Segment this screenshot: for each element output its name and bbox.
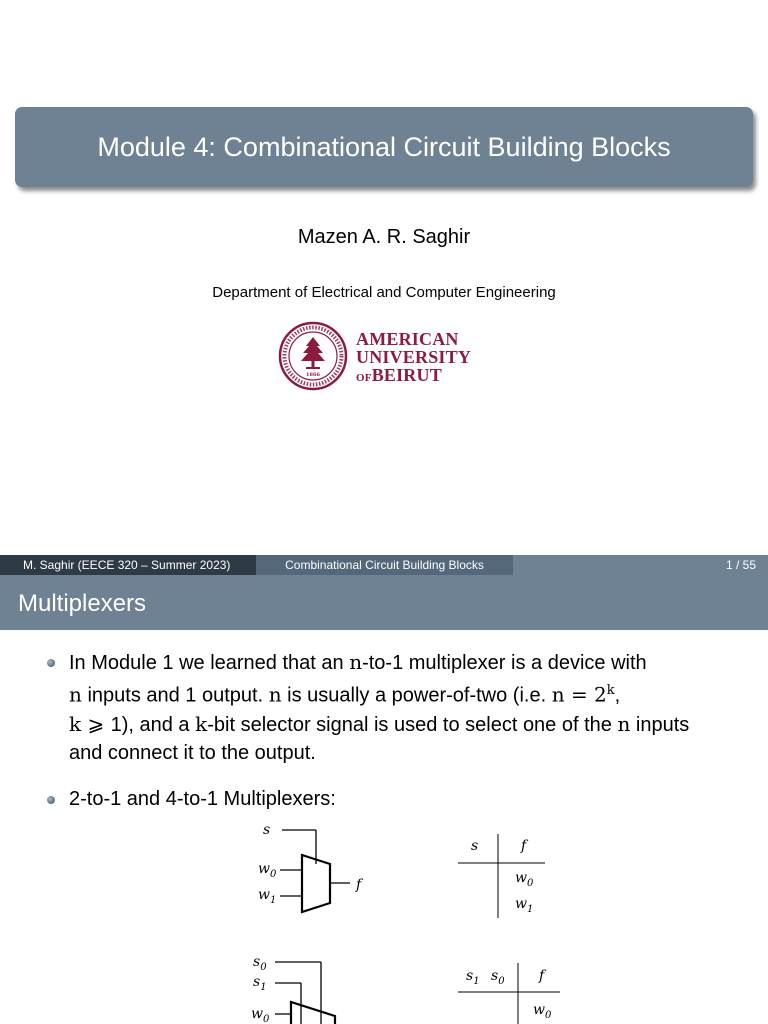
math-equation: n = 2 — [551, 682, 607, 707]
footer-author: M. Saghir (EECE 320 – Summer 2023) — [23, 558, 231, 572]
slide-title: Module 4: Combinational Circuit Building Blocks — [97, 131, 671, 162]
logo-line-3 — [356, 366, 471, 387]
frame-title-bar — [0, 575, 768, 630]
mux-2to1-diagram — [250, 818, 380, 918]
table2-header-s: s — [471, 838, 479, 854]
footer-title-section — [256, 555, 513, 575]
frame-title: Multiplexers — [18, 590, 147, 617]
logo-line-2: UNIVERSITY — [356, 347, 472, 367]
math-exponent: k — [606, 683, 615, 698]
table4-header-s0: $s_0$ — [491, 968, 505, 987]
footer-title: Combinational Circuit Building Blocks — [285, 558, 484, 572]
math-inequality: k ⩾ — [69, 711, 111, 736]
footer-author-section — [0, 555, 256, 575]
table4-row0: $w_0$ — [533, 1002, 552, 1021]
mux2-input1-label: $w_1$ — [258, 887, 277, 906]
math-n: n — [268, 682, 282, 707]
logo-line-1: AMERICAN — [356, 329, 459, 349]
bullet-text: -bit selector signal is used to select one of the — [207, 713, 618, 736]
university-logo — [278, 321, 493, 391]
footer-page-number: 1 / 55 — [725, 558, 756, 572]
logo-wordmark — [356, 330, 471, 387]
cedar-seal-icon — [278, 321, 348, 391]
seal-year: 1866 — [306, 372, 320, 378]
department-name: Department of Electrical and Computer Engineering — [212, 284, 556, 301]
bullet-mux-definition — [69, 648, 759, 767]
math-n: n — [617, 711, 631, 736]
bullet-dot-icon — [47, 659, 55, 667]
table2-row0: $w_0$ — [515, 870, 534, 889]
bullet-text: In Module 1 we learned that an — [69, 652, 350, 674]
logo-beirut: BEIRUT — [371, 365, 442, 385]
mux2-select-label: s — [263, 822, 271, 838]
title-banner — [15, 107, 753, 187]
bullet-text: is usually a power-of-two (i.e. — [281, 684, 552, 707]
bullet-text: inputs — [630, 713, 690, 736]
bullet-text: -to-1 multiplexer is a device with — [362, 652, 647, 674]
table2-header-f: f — [521, 838, 527, 854]
mux-4to1-truth-table — [455, 960, 565, 1024]
mux-2to1-truth-table — [455, 830, 550, 922]
table2-row1: $w_1$ — [515, 896, 534, 915]
mux-4to1-diagram — [245, 950, 345, 1024]
bullet-text: 2-to-1 and 4-to-1 Multiplexers: — [69, 788, 336, 810]
table4-header-f: f — [539, 968, 545, 984]
math-n: n — [69, 682, 82, 707]
mux2-input0-label: $w_0$ — [258, 861, 277, 880]
bullet-mux-types — [69, 785, 759, 813]
table4-header-s1: $s_1$ — [466, 968, 480, 987]
bullet-text: 1), and a — [110, 713, 196, 736]
bullet-text: and connect it to the output. — [69, 741, 316, 764]
mux4-input0-label: $w_0$ — [251, 1006, 270, 1024]
math-k: k — [195, 711, 208, 736]
bullet-text: inputs and 1 output. — [81, 684, 269, 707]
bullet-dot-icon — [47, 796, 55, 804]
mux2-output-label: f — [356, 877, 362, 893]
logo-of: OF — [356, 372, 372, 384]
bullet-text: , — [614, 684, 621, 707]
mux4-select0-label: $s_0$ — [253, 954, 267, 973]
slide-footer — [0, 555, 768, 575]
author-name: Mazen A. R. Saghir — [297, 226, 471, 248]
math-n: n — [349, 650, 363, 674]
footer-page-section — [513, 555, 768, 575]
mux4-select1-label: $s_1$ — [253, 974, 267, 993]
